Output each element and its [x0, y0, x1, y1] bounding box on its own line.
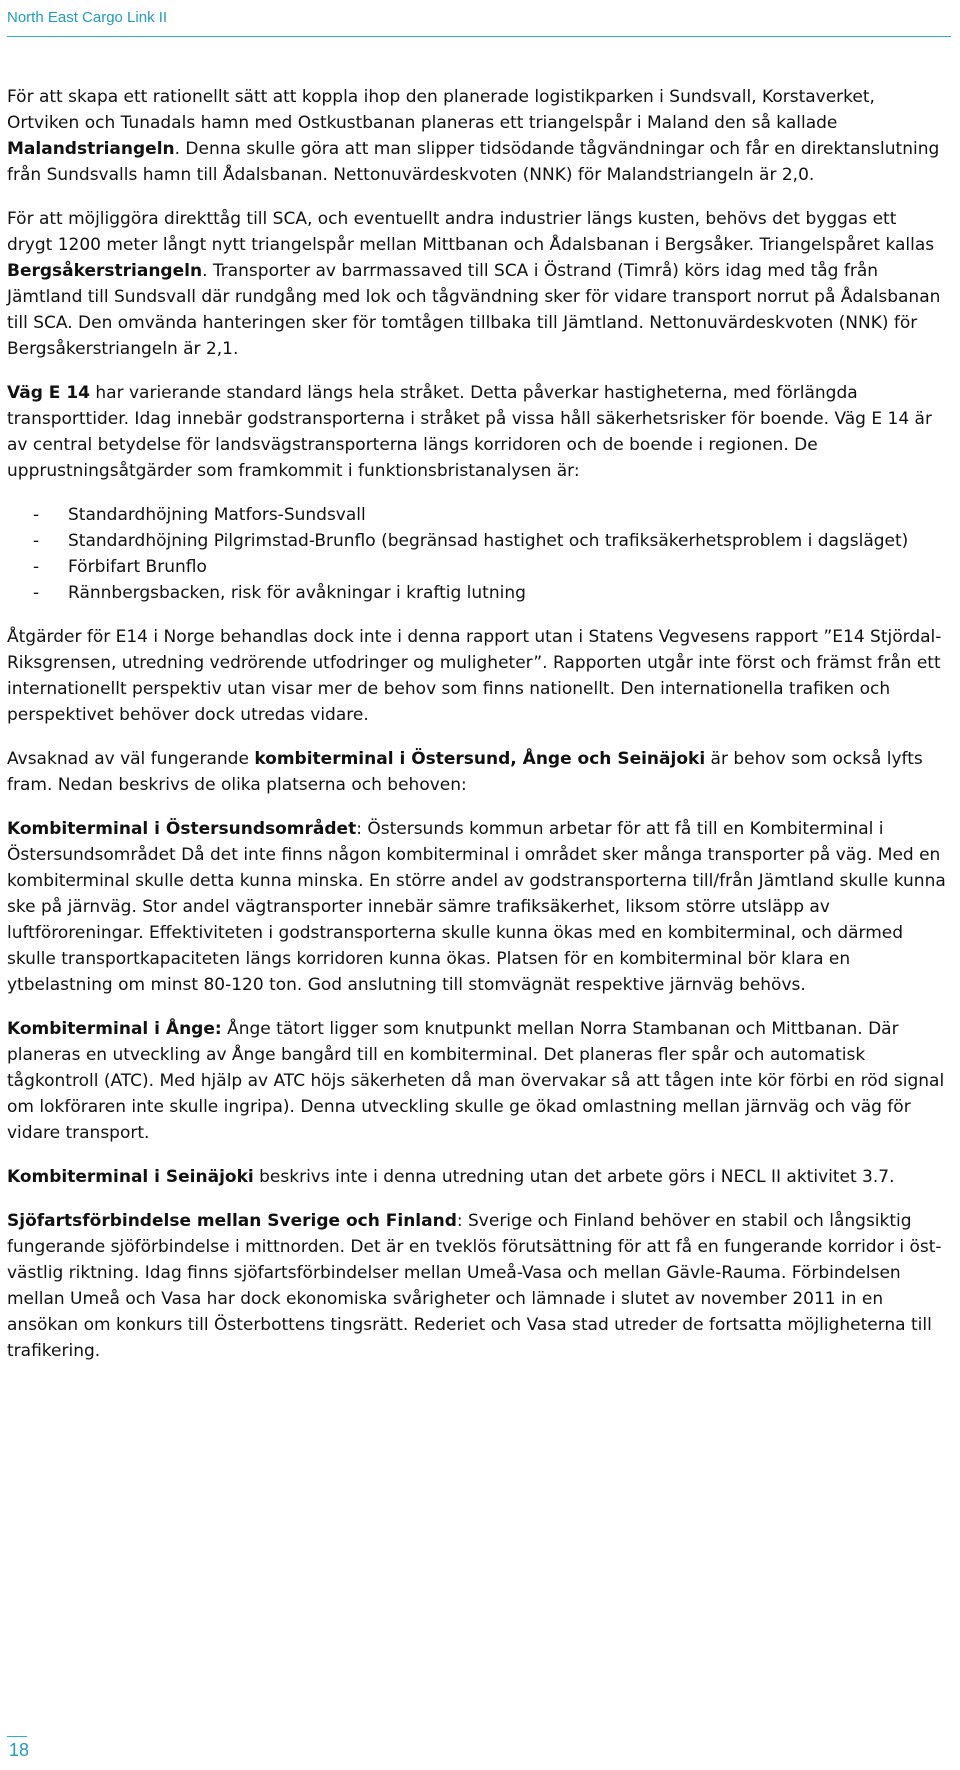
bold-term: Kombiterminal i Seinäjoki [7, 1167, 254, 1187]
bold-term: Malandstriangeln [7, 139, 175, 159]
list-dash: - [33, 505, 40, 525]
text-run: . Transporter av barrmassaved till SCA i Östrand (Timrå) körs idag med tåg från Jämtland till Sundsvall där rundgång med lok och tågvändning sker för vidare transport norrut på Ådalsbanan till SCA. Den omvända hanteringen sker för tomtågen tillbaka till Jämtland. Nettonuvärdeskvoten (NNK) för Bergsåkerstriangeln är 2,1. [7, 261, 941, 359]
list-item-text: Standardhöjning Pilgrimstad-Brunflo (begränsad hastighet och trafiksäkerhetsproblem i dagsläget) [68, 531, 909, 551]
body-text [7, 84, 947, 1382]
paragraph-seinajoki [7, 1164, 947, 1190]
text-run: beskrivs inte i denna utredning utan det arbete görs i NECL II aktivitet 3.7. [253, 1167, 895, 1187]
list-item [7, 554, 947, 580]
text-run: : Sverige och Finland behöver en stabil och långsiktig fungerande sjöförbindelse i mittnorden. Det är en tveklös förutsättning för att få en fungerande korridor i öst-västlig riktning. Idag finns sjöfartsförbindelser mellan Umeå-Vasa och mellan Gävle-Rauma. Förbindelsen mellan Umeå och Vasa har dock ekonomiska svårigheter och lämnade i slutet av november 2011 in en ansökan om konkurs till Österbottens tingsrätt. Rederiet och Vasa stad utreder de fortsatta möjligheterna till trafikering. [7, 1211, 942, 1361]
footer-divider [7, 1736, 27, 1737]
paragraph-vag-e14 [7, 380, 947, 484]
measures-list [7, 502, 947, 606]
paragraph-kombiterminal-intro [7, 746, 947, 798]
bold-term: Kombiterminal i Ånge: [7, 1019, 222, 1039]
list-item-text: Standardhöjning Matfors-Sundsvall [68, 505, 366, 525]
list-item [7, 502, 947, 528]
list-item [7, 580, 947, 606]
paragraph-e14-norge [7, 624, 947, 728]
bold-term: Sjöfartsförbindelse mellan Sverige och Finland [7, 1211, 457, 1231]
page-number: 18 [9, 1740, 30, 1760]
bold-term: Kombiterminal i Östersundsområdet [7, 819, 357, 839]
text-run: För att skapa ett rationellt sätt att koppla ihop den planerade logistikparken i Sundsvall, Korstaverket, Ortviken och Tunadals hamn med Ostkustbanan planeras ett triangelspår i Maland den så kallade [7, 87, 875, 133]
list-item [7, 528, 947, 554]
bold-term: Väg E 14 [7, 383, 90, 403]
paragraph-sjofart [7, 1208, 947, 1364]
text-run: För att möjliggöra direkttåg till SCA, och eventuellt andra industrier längs kusten, behövs det byggas ett drygt 1200 meter långt nytt triangelspår mellan Mittbanan och Ådalsbanan i Bergsåker. Triangelspåret kallas [7, 209, 935, 255]
header-divider [7, 36, 951, 37]
paragraph-ange [7, 1016, 947, 1146]
text-run: . Denna skulle göra att man slipper tidsödande tågvändningar och får en direktanslutning från Sundsvalls hamn till Ådalsbanan. Nettonuvärdeskvoten (NNK) för Malandstriangeln är 2,0. [7, 139, 940, 185]
text-run: : Östersunds kommun arbetar för att få till en Kombiterminal i Östersundsområdet Då det inte finns någon kombiterminal i området sker många transporter på väg. Med en kombiterminal skulle detta kunna minska. En större andel av godstransporterna till/från Jämtland skulle kunna ske på järnväg. Stor andel vägtransporter innebär sämre trafiksäkerhet, liksom större utsläpp av luftföroreningar. Effektiviteten i godstransporterna skulle kunna ökas med en kombiterminal, och därmed skulle transportkapaciteten längs korridoren kunna ökas. Platsen för en kombiterminal bör klara en ytbelastning om minst 80-120 ton. God anslutning till stomvägnät respektive järnväg behövs. [7, 819, 946, 995]
list-item-text: Rännbergsbacken, risk för avåkningar i kraftig lutning [68, 583, 526, 603]
bold-term: kombiterminal i Östersund, Ånge och Seinäjoki [254, 749, 706, 769]
text-run: är behov som också lyfts fram. Nedan beskrivs de olika platserna och behoven: [7, 749, 923, 795]
text-run: har varierande standard längs hela stråket. Detta påverkar hastigheterna, med förlängda transporttider. Idag innebär godstransporterna i stråket på vissa håll säkerhetsrisker för boende. Väg E 14 är av central betydelse för landsvägstransporterna längs korridoren och de boende i regionen. De upprustningsåtgärder som framkommit i funktionsbristanalysen är: [7, 383, 932, 481]
paragraph-bergsakerstriangeln [7, 206, 947, 362]
list-dash: - [33, 531, 40, 551]
paragraph-malandstriangeln [7, 84, 947, 188]
text-run: Ånge tätort ligger som knutpunkt mellan Norra Stambanan och Mittbanan. Där planeras en utveckling av Ånge bangård till en kombiterminal. Det planeras fler spår och automatisk tågkontroll (ATC). Med hjälp av ATC höjs säkerheten då man övervakar så att tågen inte kör förbi en röd signal om lokföraren inte skulle ingripa). Denna utveckling skulle ge ökad omlastning mellan järnväg och väg för vidare transport. [7, 1019, 945, 1143]
list-dash: - [33, 583, 40, 603]
list-dash: - [33, 557, 40, 577]
list-item-text: Förbifart Brunflo [68, 557, 207, 577]
text-run: Avsaknad av väl fungerande [7, 749, 255, 769]
running-header: North East Cargo Link II [7, 9, 168, 26]
bold-term: Bergsåkerstriangeln [7, 261, 203, 281]
text-run: Åtgärder för E14 i Norge behandlas dock inte i denna rapport utan i Statens Vegvesens rapport ”E14 Stjördal-Riksgrensen, utredning vedrörende utfodringer og muligheter”. Rapporten utgår inte först och främst från ett internationellt perspektiv utan visar mer de behov som finns nationellt. Den internationella trafiken och perspektivet behöver dock utredas vidare. [7, 627, 942, 725]
paragraph-ostersund [7, 816, 947, 998]
